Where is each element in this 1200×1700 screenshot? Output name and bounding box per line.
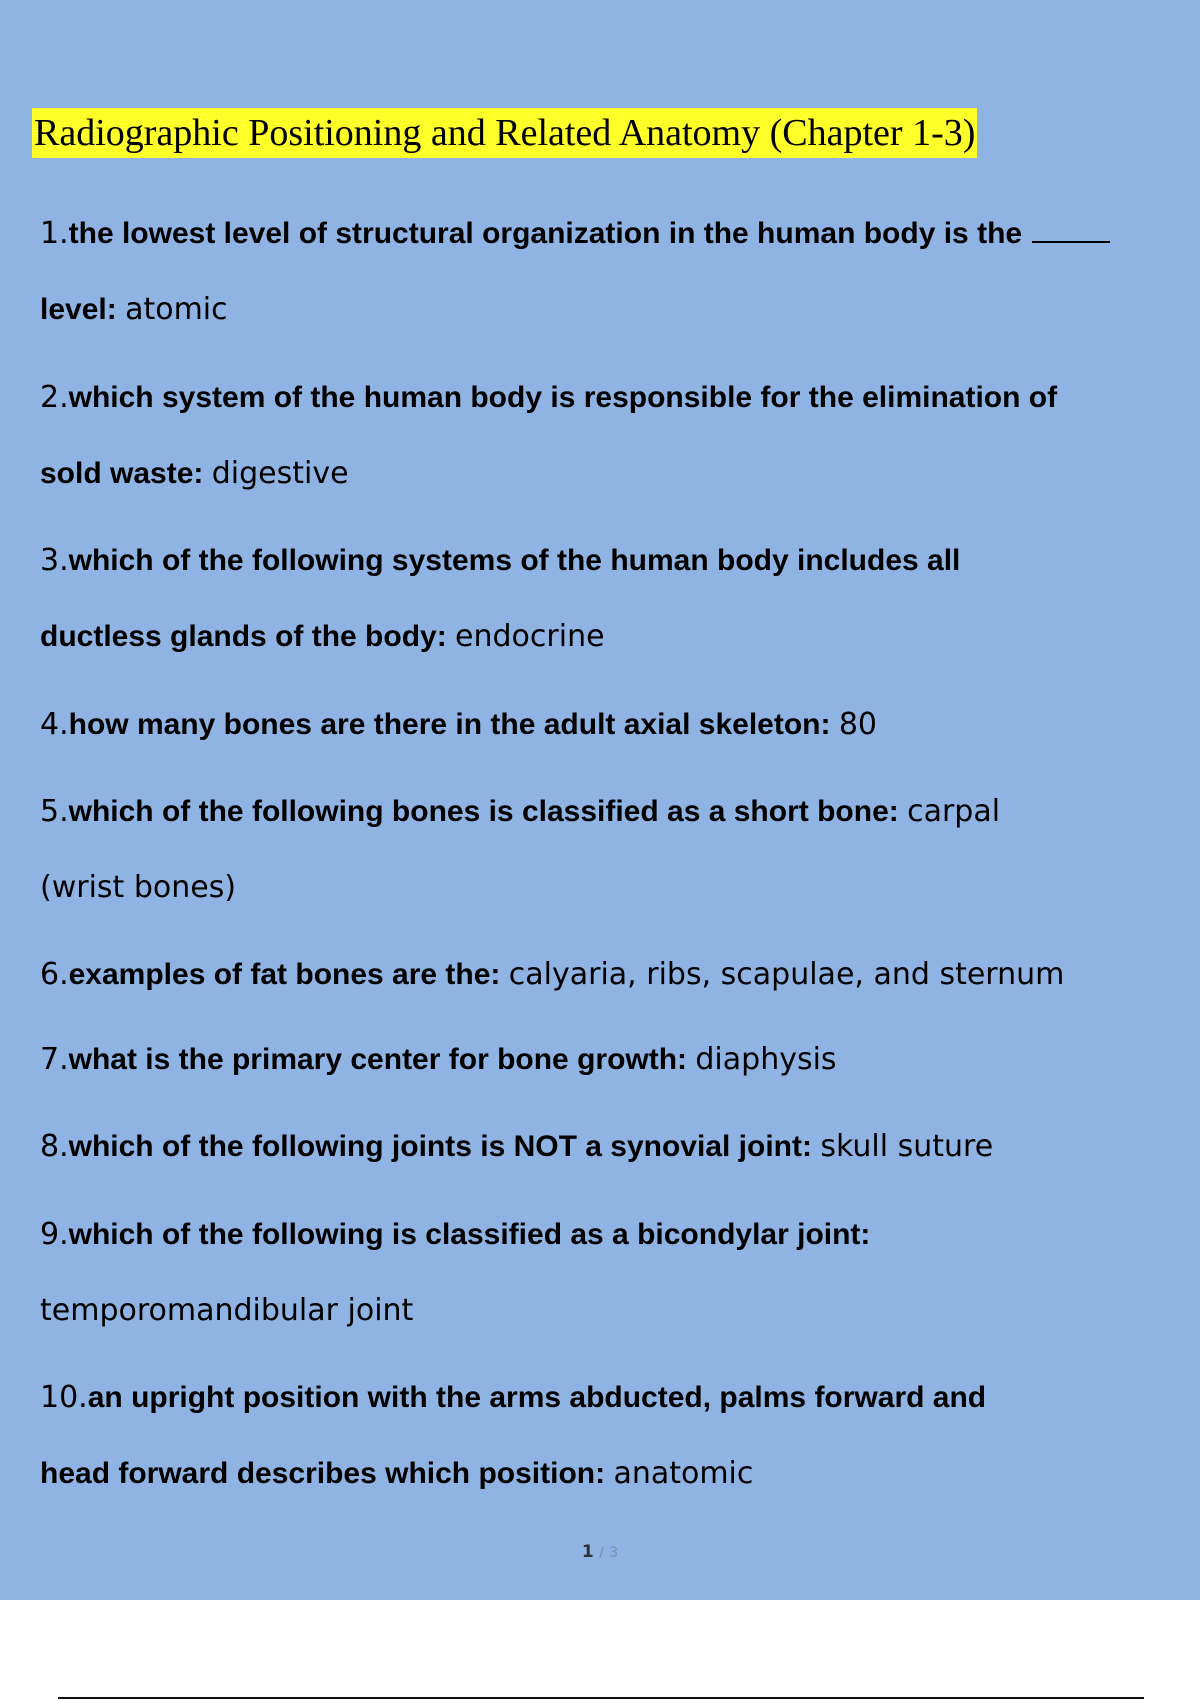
answer-text: temporomandibular joint	[40, 1293, 414, 1328]
question-text-cont: ductless glands of the body:	[40, 620, 447, 653]
answer-text: calyaria, ribs, scapulae, and sternum	[508, 957, 1065, 992]
question-text-cont: sold waste:	[40, 457, 204, 490]
question-9	[40, 1216, 1190, 1330]
answer-text: anatomic	[613, 1456, 754, 1491]
page-current: 1	[581, 1542, 594, 1562]
answer-text: diaphysis	[695, 1042, 837, 1077]
question-text: what is the primary center for bone growth:	[68, 1043, 688, 1076]
page-indicator	[0, 1542, 1200, 1562]
question-text: which system of the human body is responsible for the elimination of	[68, 381, 1058, 414]
question-text: an upright position with the arms abducted, palms forward and	[87, 1381, 987, 1414]
answer-text: atomic	[125, 292, 228, 327]
question-10	[40, 1379, 1190, 1493]
question-number: 2.	[40, 380, 69, 415]
question-8	[40, 1128, 1190, 1166]
document-title: Radiographic Positioning and Related Anatomy (Chapter 1-3)	[32, 108, 977, 158]
question-number: 4.	[40, 707, 69, 742]
question-text: how many bones are there in the adult axial skeleton:	[68, 708, 831, 741]
question-number: 8.	[40, 1129, 69, 1164]
question-text: examples of fat bones are the:	[68, 958, 501, 991]
answer-text: carpal	[907, 794, 1001, 829]
question-text: the lowest level of structural organization in the human body is the	[68, 217, 1023, 250]
question-text: which of the following is classified as a bicondylar joint:	[68, 1218, 871, 1251]
answer-text: skull suture	[820, 1129, 994, 1164]
question-text-cont: head forward describes which position:	[40, 1457, 606, 1490]
question-number: 10.	[40, 1380, 88, 1415]
question-number: 5.	[40, 794, 69, 829]
question-text: which of the following bones is classified as a short bone:	[68, 795, 899, 828]
question-number: 3.	[40, 543, 69, 578]
question-4	[40, 706, 1190, 744]
page-separator: /	[599, 1545, 604, 1561]
page-total: 3	[609, 1545, 619, 1561]
answer-text: endocrine	[455, 619, 605, 654]
question-6	[40, 956, 1190, 994]
question-1	[40, 215, 1190, 329]
question-7	[40, 1041, 1190, 1079]
question-text-cont: level:	[40, 293, 117, 326]
question-number: 7.	[40, 1042, 69, 1077]
question-2	[40, 379, 1190, 493]
question-5	[40, 793, 1190, 907]
question-3	[40, 542, 1190, 656]
answer-blank	[1032, 219, 1110, 243]
question-text: which of the following systems of the human body includes all	[68, 544, 961, 577]
question-number: 9.	[40, 1217, 69, 1252]
answer-text-cont: (wrist bones)	[40, 870, 237, 905]
question-number: 1.	[40, 216, 69, 251]
answer-text: digestive	[211, 456, 349, 491]
answer-text: 80	[838, 707, 878, 742]
question-text: which of the following joints is NOT a synovial joint:	[68, 1130, 812, 1163]
question-number: 6.	[40, 957, 69, 992]
next-page-top-rule	[58, 1697, 1144, 1699]
